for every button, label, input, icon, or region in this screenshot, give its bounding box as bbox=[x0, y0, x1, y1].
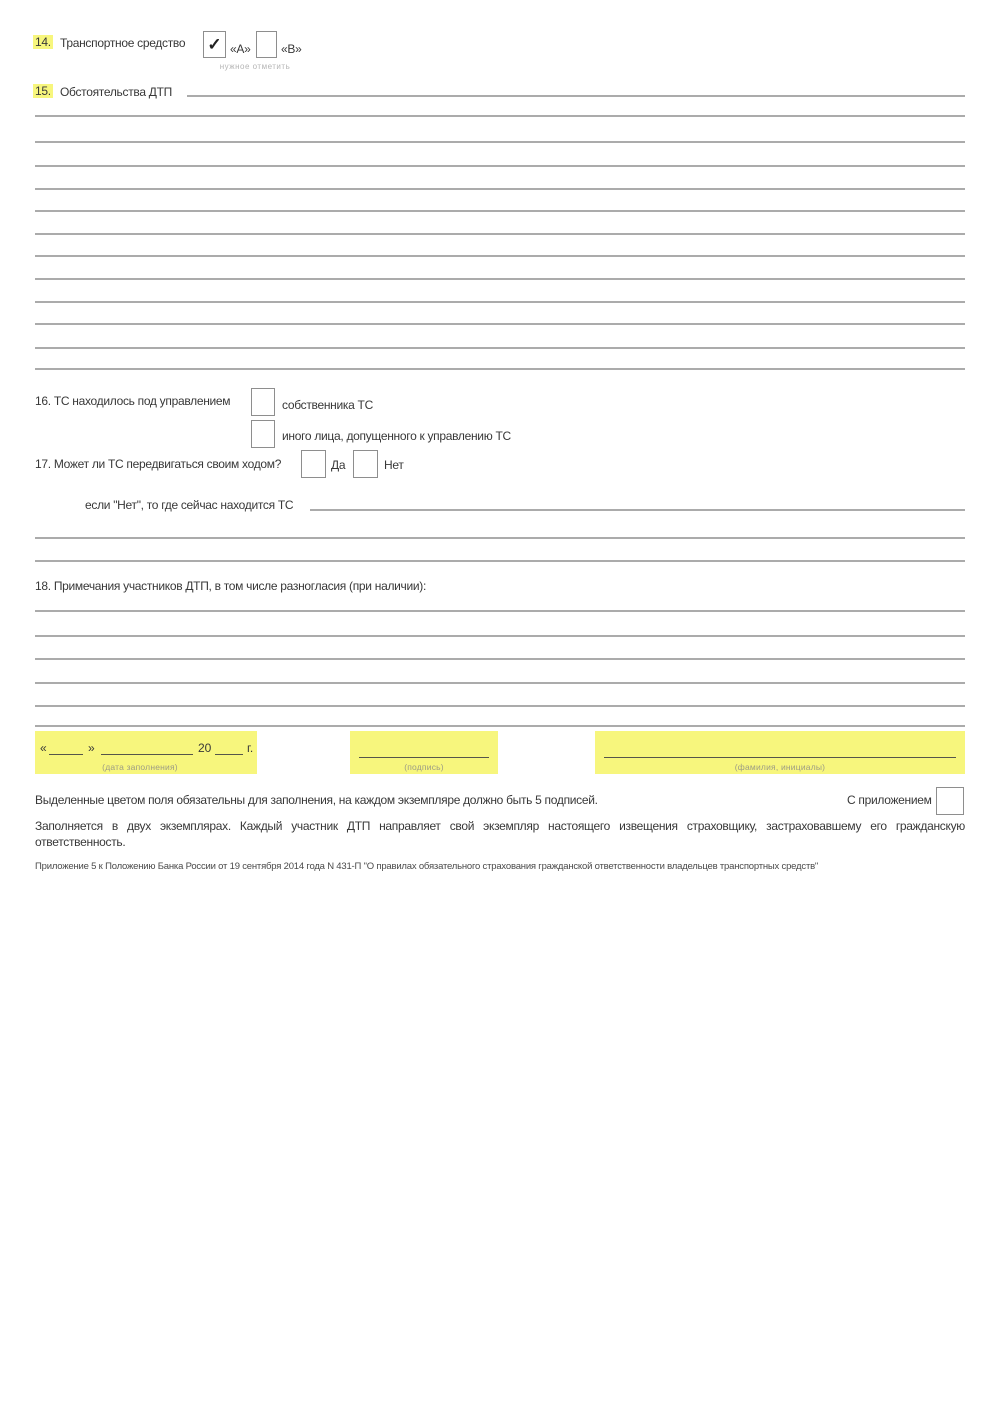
remarks-line[interactable] bbox=[35, 635, 965, 637]
item14-label: Транспортное средство bbox=[60, 36, 186, 50]
name-caption: (фамилия, инициалы) bbox=[734, 762, 826, 772]
item16-label: 16. ТС находилось под управлением bbox=[35, 394, 231, 408]
circumstances-line[interactable] bbox=[35, 188, 965, 190]
date-caption: (дата заполнения) bbox=[102, 762, 178, 772]
can-move-no-label: Нет bbox=[384, 458, 404, 472]
item17-label: 17. Может ли ТС передвигаться своим ходом? bbox=[35, 457, 282, 471]
signature-field[interactable] bbox=[350, 731, 498, 774]
circumstances-line[interactable] bbox=[35, 278, 965, 280]
can-move-yes-label: Да bbox=[331, 458, 346, 472]
circumstances-line[interactable] bbox=[35, 323, 965, 325]
vehicle-location-line[interactable] bbox=[310, 509, 965, 511]
remarks-line[interactable] bbox=[35, 610, 965, 612]
vehicle-location-line[interactable] bbox=[35, 537, 965, 539]
vehicle-a-label: «А» bbox=[230, 42, 251, 56]
circumstances-line[interactable] bbox=[35, 233, 965, 235]
item15-number: 15. bbox=[35, 84, 51, 98]
mandatory-note: Выделенные цветом поля обязательны для заполнения, на каждом экземпляре должно быть 5 подписей. bbox=[35, 793, 598, 807]
vehicle-a-checkbox[interactable] bbox=[203, 31, 226, 58]
remarks-line[interactable] bbox=[35, 705, 965, 707]
circumstances-line[interactable] bbox=[35, 210, 965, 212]
date-field[interactable] bbox=[35, 731, 257, 774]
remarks-line[interactable] bbox=[35, 682, 965, 684]
other-driver-checkbox[interactable] bbox=[251, 420, 275, 448]
day-blank[interactable] bbox=[49, 740, 83, 755]
circumstances-line[interactable] bbox=[35, 165, 965, 167]
circumstances-line[interactable] bbox=[35, 255, 965, 257]
other-driver-option-label: иного лица, допущенного к управлению ТС bbox=[282, 429, 511, 443]
item14-hint: нужное отметить bbox=[219, 62, 291, 71]
vehicle-b-checkbox[interactable] bbox=[256, 31, 277, 58]
vehicle-location-line[interactable] bbox=[35, 560, 965, 562]
name-line bbox=[604, 757, 956, 758]
circumstances-line[interactable] bbox=[35, 368, 965, 370]
name-field[interactable] bbox=[595, 731, 965, 774]
year-suffix: г. bbox=[247, 741, 254, 755]
remarks-line[interactable] bbox=[35, 658, 965, 660]
copies-note: Заполняется в двух экземплярах. Каждый участник ДТП направляет свой экземпляр настоящего извещения страховщику, застраховавшему его гражданскую ответственность. bbox=[35, 819, 965, 849]
owner-option-label: собственника ТС bbox=[282, 398, 373, 412]
year-blank[interactable] bbox=[215, 740, 243, 755]
attachment-label: С приложением bbox=[847, 793, 932, 807]
remarks-line[interactable] bbox=[35, 725, 965, 727]
signature-line bbox=[359, 757, 489, 758]
open-quote: « bbox=[40, 741, 47, 755]
can-move-no-checkbox[interactable] bbox=[353, 450, 378, 478]
item18-label: 18. Примечания участников ДТП, в том числе разногласия (при наличии): bbox=[35, 579, 427, 593]
century-text: 20 bbox=[198, 741, 212, 755]
if-no-label: если "Нет", то где сейчас находится ТС bbox=[85, 498, 294, 512]
can-move-yes-checkbox[interactable] bbox=[301, 450, 326, 478]
signature-caption: (подпись) bbox=[404, 762, 444, 772]
circumstances-line[interactable] bbox=[35, 115, 965, 117]
circumstances-line[interactable] bbox=[35, 301, 965, 303]
circumstances-line[interactable] bbox=[35, 347, 965, 349]
vehicle-b-label: «В» bbox=[281, 42, 302, 56]
owner-checkbox[interactable] bbox=[251, 388, 275, 416]
item15-label: Обстоятельства ДТП bbox=[60, 85, 172, 99]
legal-note: Приложение 5 к Положению Банка России от 19 сентября 2014 года N 431-П "О правилах обязательного страхования гражданской ответственности владельцев транспортных средств" bbox=[35, 861, 819, 872]
month-blank[interactable] bbox=[101, 740, 193, 755]
circumstances-line[interactable] bbox=[35, 141, 965, 143]
checkmark-icon: ✓ bbox=[207, 35, 222, 54]
item14-number: 14. bbox=[35, 35, 51, 49]
attachment-checkbox[interactable] bbox=[936, 787, 964, 815]
circumstances-line[interactable] bbox=[187, 95, 965, 97]
close-quote: » bbox=[88, 741, 95, 755]
